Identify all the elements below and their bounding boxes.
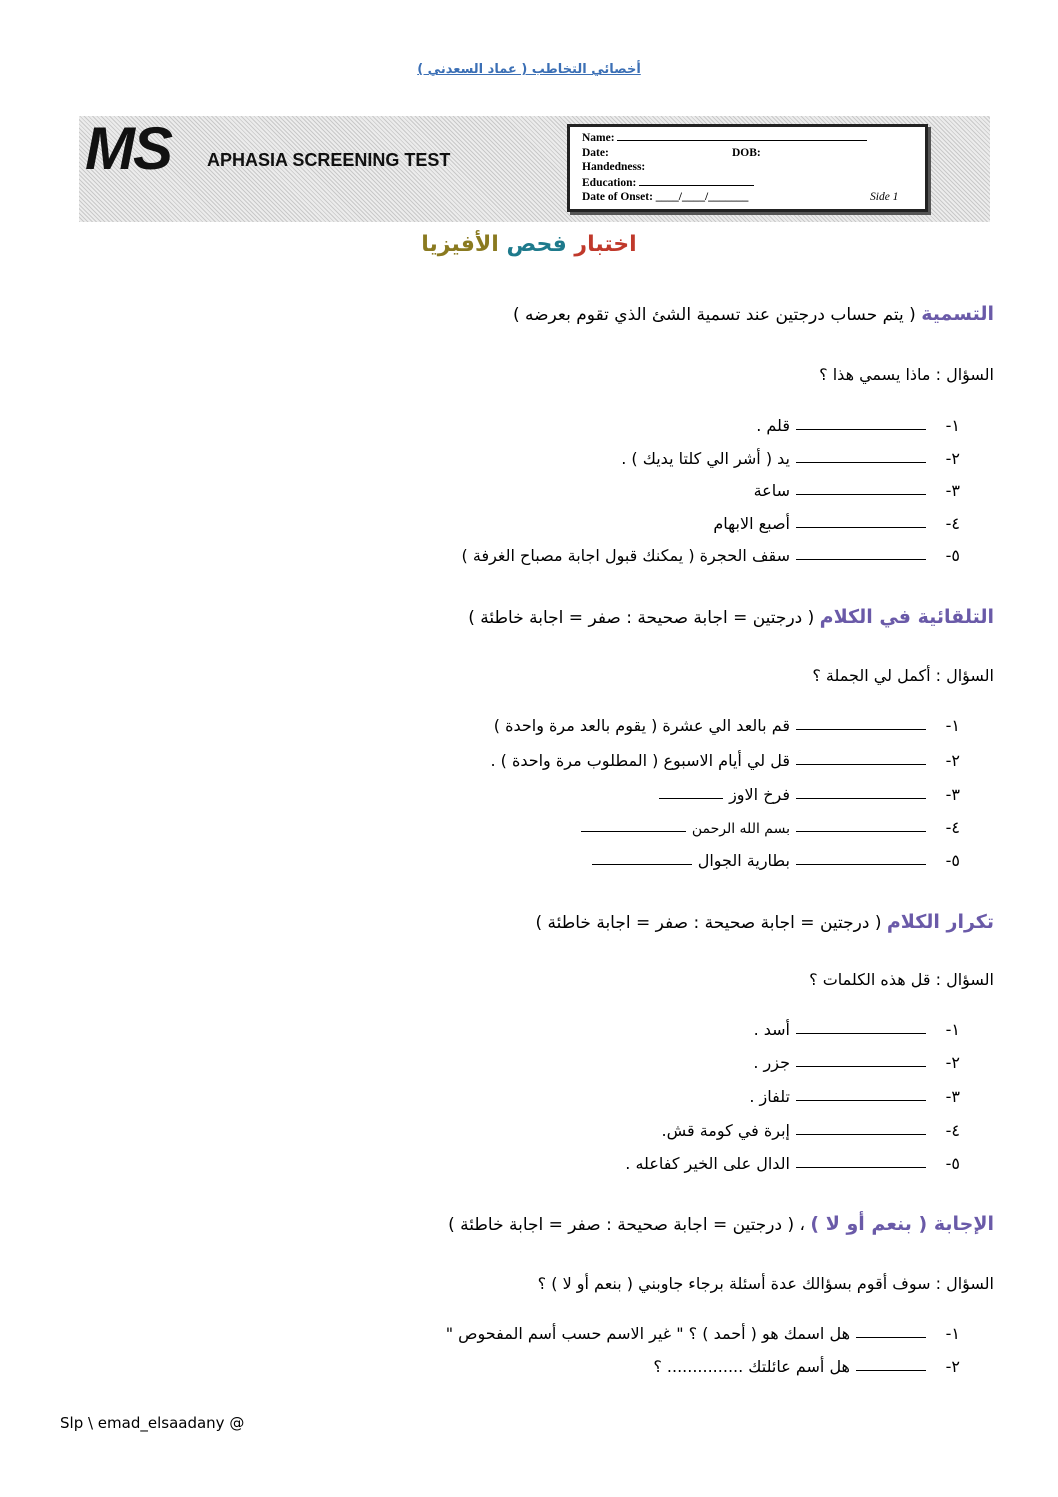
name-label: Name: xyxy=(582,132,615,144)
footer-credit: Slp \ emad_elsaadany @ xyxy=(60,1414,245,1432)
section-note: ، ( درجتين = اجابة صحيحة : صفر = اجابة خاطئة ) xyxy=(448,1215,806,1235)
section-title: تكرار الكلام xyxy=(886,911,994,933)
list-item: ٤-بسم الله الرحمن xyxy=(581,818,960,837)
author-credit: أخصائي التخاطب ( عماد السعدني ) xyxy=(417,62,641,77)
list-item: ١-أسد . xyxy=(753,1020,960,1039)
section-yesno-heading xyxy=(448,1213,994,1235)
logo-title: APHASIA SCREENING TEST xyxy=(207,150,451,170)
list-item: ١-قم بالعد الي عشرة ( يقوم بالعد مرة واحدة ) xyxy=(493,716,960,735)
list-item: ٢-جزر . xyxy=(753,1053,960,1072)
list-item: ١-قلم . xyxy=(756,416,960,435)
side-label: Side 1 xyxy=(870,191,899,203)
section-spontaneity-question: السؤال : أكمل لي الجملة ؟ xyxy=(812,666,994,685)
list-item: ١-هل اسمك هو ( أحمد ) ؟ " غير الاسم حسب أسم المفحوص " xyxy=(445,1324,960,1343)
list-item: ٥-بطارية الجوال xyxy=(592,851,960,870)
title-word-3: الأفيزيا xyxy=(421,232,499,257)
patient-info-box xyxy=(567,124,928,212)
list-item: ٤-إبرة في كومة قش. xyxy=(661,1121,960,1140)
test-banner xyxy=(79,116,990,222)
onset-blank: ____/____/_______ xyxy=(655,191,749,203)
list-item: ٥-الدال على الخير كفاعله . xyxy=(625,1154,960,1173)
section-note: ( يتم حساب درجتين عند تسمية الشئ الذي تقوم بعرضه ) xyxy=(512,305,916,325)
section-note: ( درجتين = اجابة صحيحة : صفر = اجابة خاطئة ) xyxy=(535,913,882,933)
dob-label: DOB: xyxy=(732,146,761,159)
education-label: Education: xyxy=(582,176,637,189)
section-naming-question: السؤال : ماذا يسمي هذا ؟ xyxy=(819,365,994,384)
list-item: ٢-قل لي أيام الاسبوع ( المطلوب مرة واحدة ) . xyxy=(490,751,960,770)
section-naming-heading xyxy=(513,303,994,325)
date-label: Date: xyxy=(582,146,609,159)
title-word-1: اختبار xyxy=(574,232,637,257)
list-item: ٢-يد ( أشر الي كلتا يديك ) . xyxy=(621,449,960,468)
handedness-label: Handedness: xyxy=(582,161,646,173)
section-repetition-question: السؤال : قل هذه الكلمات ؟ xyxy=(809,970,994,989)
list-item: ٥-سقف الحجرة ( يمكنك قبول اجابة مصباح الغرفة ) xyxy=(461,546,960,565)
list-item: ٣-ساعة xyxy=(753,481,960,500)
section-title: الإجابة ( بنعم أو لا ) xyxy=(810,1213,994,1235)
list-item: ٤-أصبع الابهام xyxy=(713,514,960,533)
section-title: التلقائية في الكلام xyxy=(819,606,994,628)
section-yesno-question: السؤال : سوف أقوم بسؤالك عدة أسئلة برجاء جاوبني ( بنعم أو لا ) ؟ xyxy=(537,1274,994,1293)
onset-label: Date of Onset: xyxy=(582,191,653,203)
section-repetition-heading xyxy=(535,911,994,933)
title-word-2: فحص xyxy=(506,232,567,257)
section-note: ( درجتين = اجابة صحيحة : صفر = اجابة خاطئة ) xyxy=(468,608,815,628)
section-title: التسمية xyxy=(921,303,994,325)
list-item: ٢-هل أسم عائلتك ............... ؟ xyxy=(653,1357,960,1376)
logo-ms: MS xyxy=(85,115,171,182)
page-title xyxy=(0,232,1058,257)
list-item: ٣-تلفاز . xyxy=(749,1087,960,1106)
list-item: ٣-فرخ الاوز xyxy=(659,785,960,804)
section-spontaneity-heading xyxy=(468,606,994,628)
